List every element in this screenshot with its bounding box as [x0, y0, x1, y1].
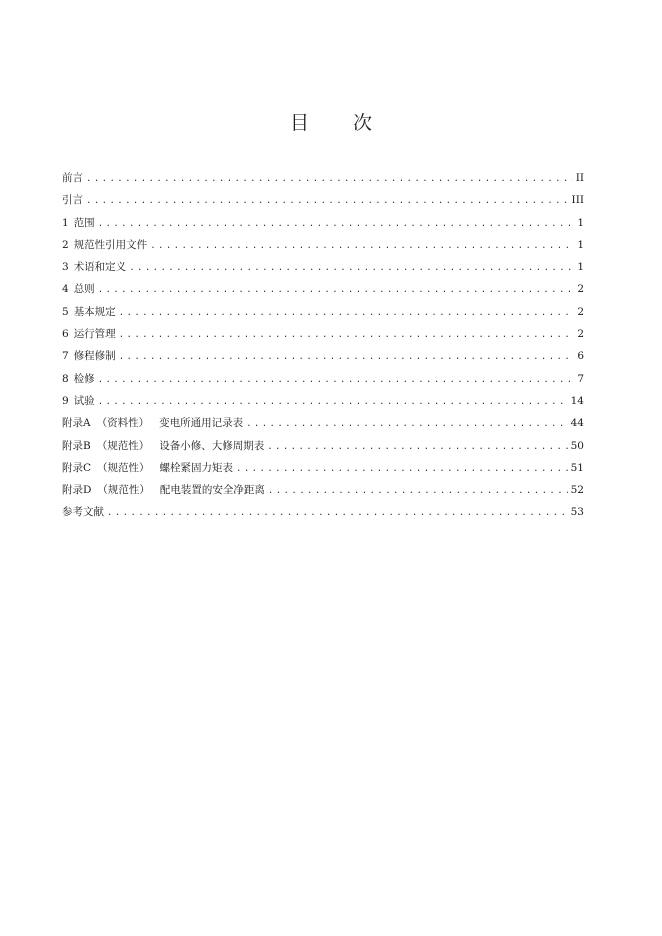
toc-entry-maintenance[interactable] — [62, 368, 584, 390]
toc-entry-kind: （资料性） — [96, 417, 150, 430]
toc-entry-number: 3 — [62, 261, 69, 274]
toc-dot-leader — [98, 369, 575, 390]
toc-page-number: 2 — [577, 305, 584, 318]
toc-entry-repair-regime[interactable] — [62, 345, 584, 367]
toc-dot-leader — [119, 346, 575, 367]
toc-page-number: 44 — [570, 417, 584, 430]
toc-entry-title: 配电装置的安全净距离 — [159, 484, 265, 497]
toc-dot-leader — [236, 458, 568, 479]
toc-dot-leader — [107, 502, 568, 523]
toc-dot-leader — [86, 168, 573, 189]
toc-entry-appendix-a[interactable] — [62, 412, 584, 434]
toc-page-number: 1 — [577, 238, 584, 251]
toc-dot-leader — [98, 213, 575, 234]
toc-entry-title: 变电所通用记录表 — [159, 417, 244, 430]
toc-entry-title: 螺栓紧固力矩表 — [159, 461, 234, 474]
toc-page-number: III — [571, 194, 584, 207]
toc-entry-title: 规范性引用文件 — [73, 238, 148, 251]
toc-page-number: 53 — [570, 506, 584, 519]
toc-entry-operation-management[interactable] — [62, 323, 584, 345]
page-title — [0, 108, 662, 135]
toc-entry-number: 附录C — [62, 461, 92, 474]
toc-entry-title: 术语和定义 — [73, 261, 127, 274]
toc-entry-number: 2 — [62, 238, 69, 251]
table-of-contents — [62, 167, 584, 524]
toc-entry-title: 设备小修、大修周期表 — [159, 439, 265, 452]
toc-entry-title: 修程修制 — [73, 350, 116, 363]
toc-page-number: 1 — [577, 216, 584, 229]
toc-entry-number: 8 — [62, 372, 69, 385]
page-title-part1: 目 — [289, 112, 309, 134]
toc-entry-kind: （规范性） — [96, 439, 150, 452]
toc-entry-number: 附录A — [62, 417, 91, 430]
toc-entry-normative-references[interactable] — [62, 234, 584, 256]
toc-dot-leader — [129, 257, 574, 278]
toc-entry-number: 1 — [62, 216, 69, 229]
toc-entry-title: 基本规定 — [73, 305, 116, 318]
toc-entry-appendix-c[interactable] — [62, 457, 584, 479]
page-title-part2: 次 — [353, 112, 373, 134]
toc-entry-testing[interactable] — [62, 390, 584, 412]
toc-entry-bibliography[interactable] — [62, 501, 584, 523]
toc-entry-foreword[interactable] — [62, 167, 584, 189]
toc-page-number: 6 — [577, 350, 584, 363]
toc-entry-appendix-b[interactable] — [62, 435, 584, 457]
toc-entry-general[interactable] — [62, 278, 584, 300]
toc-page-number: 2 — [577, 283, 584, 296]
toc-entry-scope[interactable] — [62, 212, 584, 234]
toc-page-number: 51 — [570, 461, 584, 474]
toc-page-number: II — [575, 172, 584, 184]
toc-entry-title: 总则 — [73, 283, 95, 296]
toc-entry-title: 运行管理 — [73, 328, 116, 341]
toc-entry-title: 范围 — [73, 216, 95, 229]
toc-page-number: 52 — [570, 484, 584, 497]
toc-entry-terms-definitions[interactable] — [62, 256, 584, 278]
toc-dot-leader — [86, 190, 569, 211]
toc-page-number: 50 — [570, 439, 584, 452]
toc-dot-leader — [98, 391, 568, 412]
toc-entry-title: 检修 — [73, 372, 95, 385]
toc-entry-kind: （规范性） — [97, 461, 150, 474]
toc-entry-title: 引言 — [62, 194, 83, 207]
toc-dot-leader — [246, 413, 568, 434]
toc-page-number: 1 — [577, 261, 584, 274]
toc-entry-number: 附录D — [62, 484, 92, 497]
toc-page-number: 2 — [577, 328, 584, 341]
toc-entry-introduction[interactable] — [62, 189, 584, 211]
toc-entry-title: 前言 — [62, 172, 83, 184]
toc-entry-number: 9 — [62, 394, 69, 407]
toc-entry-number: 4 — [62, 283, 69, 296]
toc-dot-leader — [150, 235, 574, 256]
toc-entry-title: 试验 — [73, 394, 95, 407]
toc-entry-number: 附录B — [62, 439, 91, 452]
toc-dot-leader — [98, 279, 575, 300]
toc-page-number: 14 — [570, 394, 584, 407]
toc-dot-leader — [119, 324, 575, 345]
toc-dot-leader — [267, 436, 567, 457]
toc-entry-number: 6 — [62, 328, 69, 341]
toc-entry-basic-provisions[interactable] — [62, 301, 584, 323]
toc-entry-number: 5 — [62, 305, 69, 318]
toc-entry-number: 7 — [62, 350, 69, 363]
toc-page-number: 7 — [577, 372, 584, 385]
toc-entry-kind: （规范性） — [97, 484, 150, 497]
toc-dot-leader — [119, 302, 575, 323]
toc-dot-leader — [268, 480, 568, 501]
toc-entry-title: 参考文献 — [62, 506, 104, 519]
toc-entry-appendix-d[interactable] — [62, 479, 584, 501]
